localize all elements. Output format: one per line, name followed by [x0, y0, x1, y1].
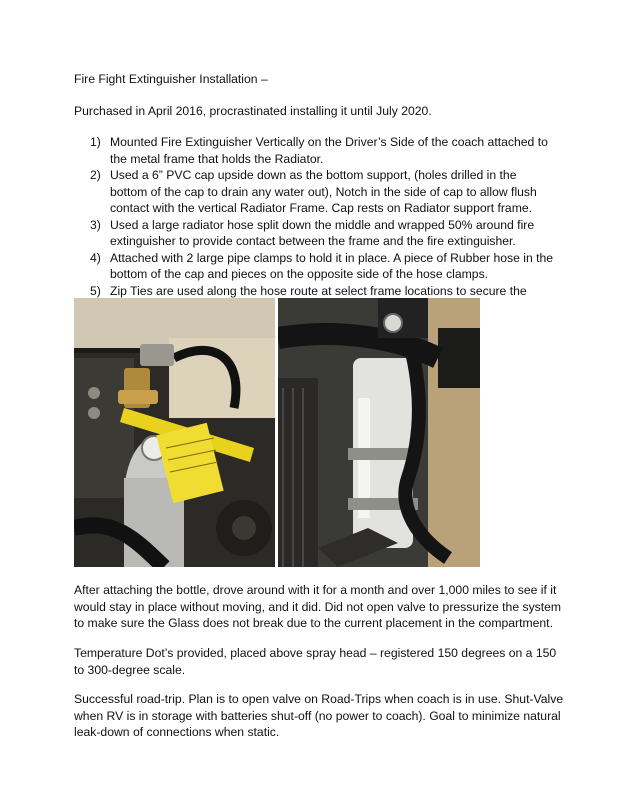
purchase-note: Purchased in April 2016, procrastinated installing it until July 2020.: [74, 104, 432, 118]
step-number: 4): [90, 250, 101, 265]
step-text: Attached with 2 large pipe clamps to hold it in place. A piece of Rubber hose in the bottom of the cap and pieces on the opposite side of the hose clamps.: [110, 250, 554, 281]
photo-right-illustration: [278, 298, 480, 567]
photo-extinguisher-mounted: [278, 298, 480, 567]
paragraph-after-attaching: After attaching the bottle, drove around with it for a month and over 1,000 miles to see if it would stay in place without moving, and it did. Did not open valve to pressurize the system to make sure the Glass does not break due to the current placement in the compartment.: [74, 583, 562, 630]
step-item: [74, 217, 554, 250]
photo-left-illustration: [74, 298, 275, 567]
step-number: 5): [90, 283, 101, 298]
document-title: Fire Fight Extinguisher Installation –: [74, 72, 268, 86]
paragraph-temperature: Temperature Dot’s provided, placed above spray head – registered 150 degrees on a 150 to 300-degree scale.: [74, 646, 557, 677]
paragraph-road-trip: Successful road-trip. Plan is to open valve on Road-Trips when coach is in use. Shut-Valve when RV is in storage with batteries shut-off (no power to coach). Goal to minimize natural leak-down of connections when static.: [74, 692, 564, 739]
step-number: 3): [90, 217, 101, 232]
step-item: [74, 134, 554, 167]
step-number: 2): [90, 168, 101, 182]
step-text: Zip Ties are used along the hose route at select frame locations to secure the: [110, 283, 527, 298]
step-text: Mounted Fire Extinguisher Vertically on the Driver’s Side of the coach attached to the metal frame that holds the Radiator.: [110, 135, 548, 166]
step-text: Used a 6” PVC cap upside down as the bottom support, (holes drilled in the bottom of the cap to drain any water out), Notch in the side of cap to allow flush contact with the vertical Radiator Frame. Cap rests on Radiator support frame.: [110, 168, 537, 215]
step-item: [74, 167, 554, 217]
photo-extinguisher-valve: [74, 298, 275, 567]
installation-steps: [74, 134, 554, 316]
step-number: 1): [90, 135, 101, 149]
step-item: [74, 250, 554, 283]
step-text: Used a large radiator hose split down the middle and wrapped 50% around fire extinguisher to provide contact between the frame and the fire extinguisher.: [110, 217, 535, 248]
